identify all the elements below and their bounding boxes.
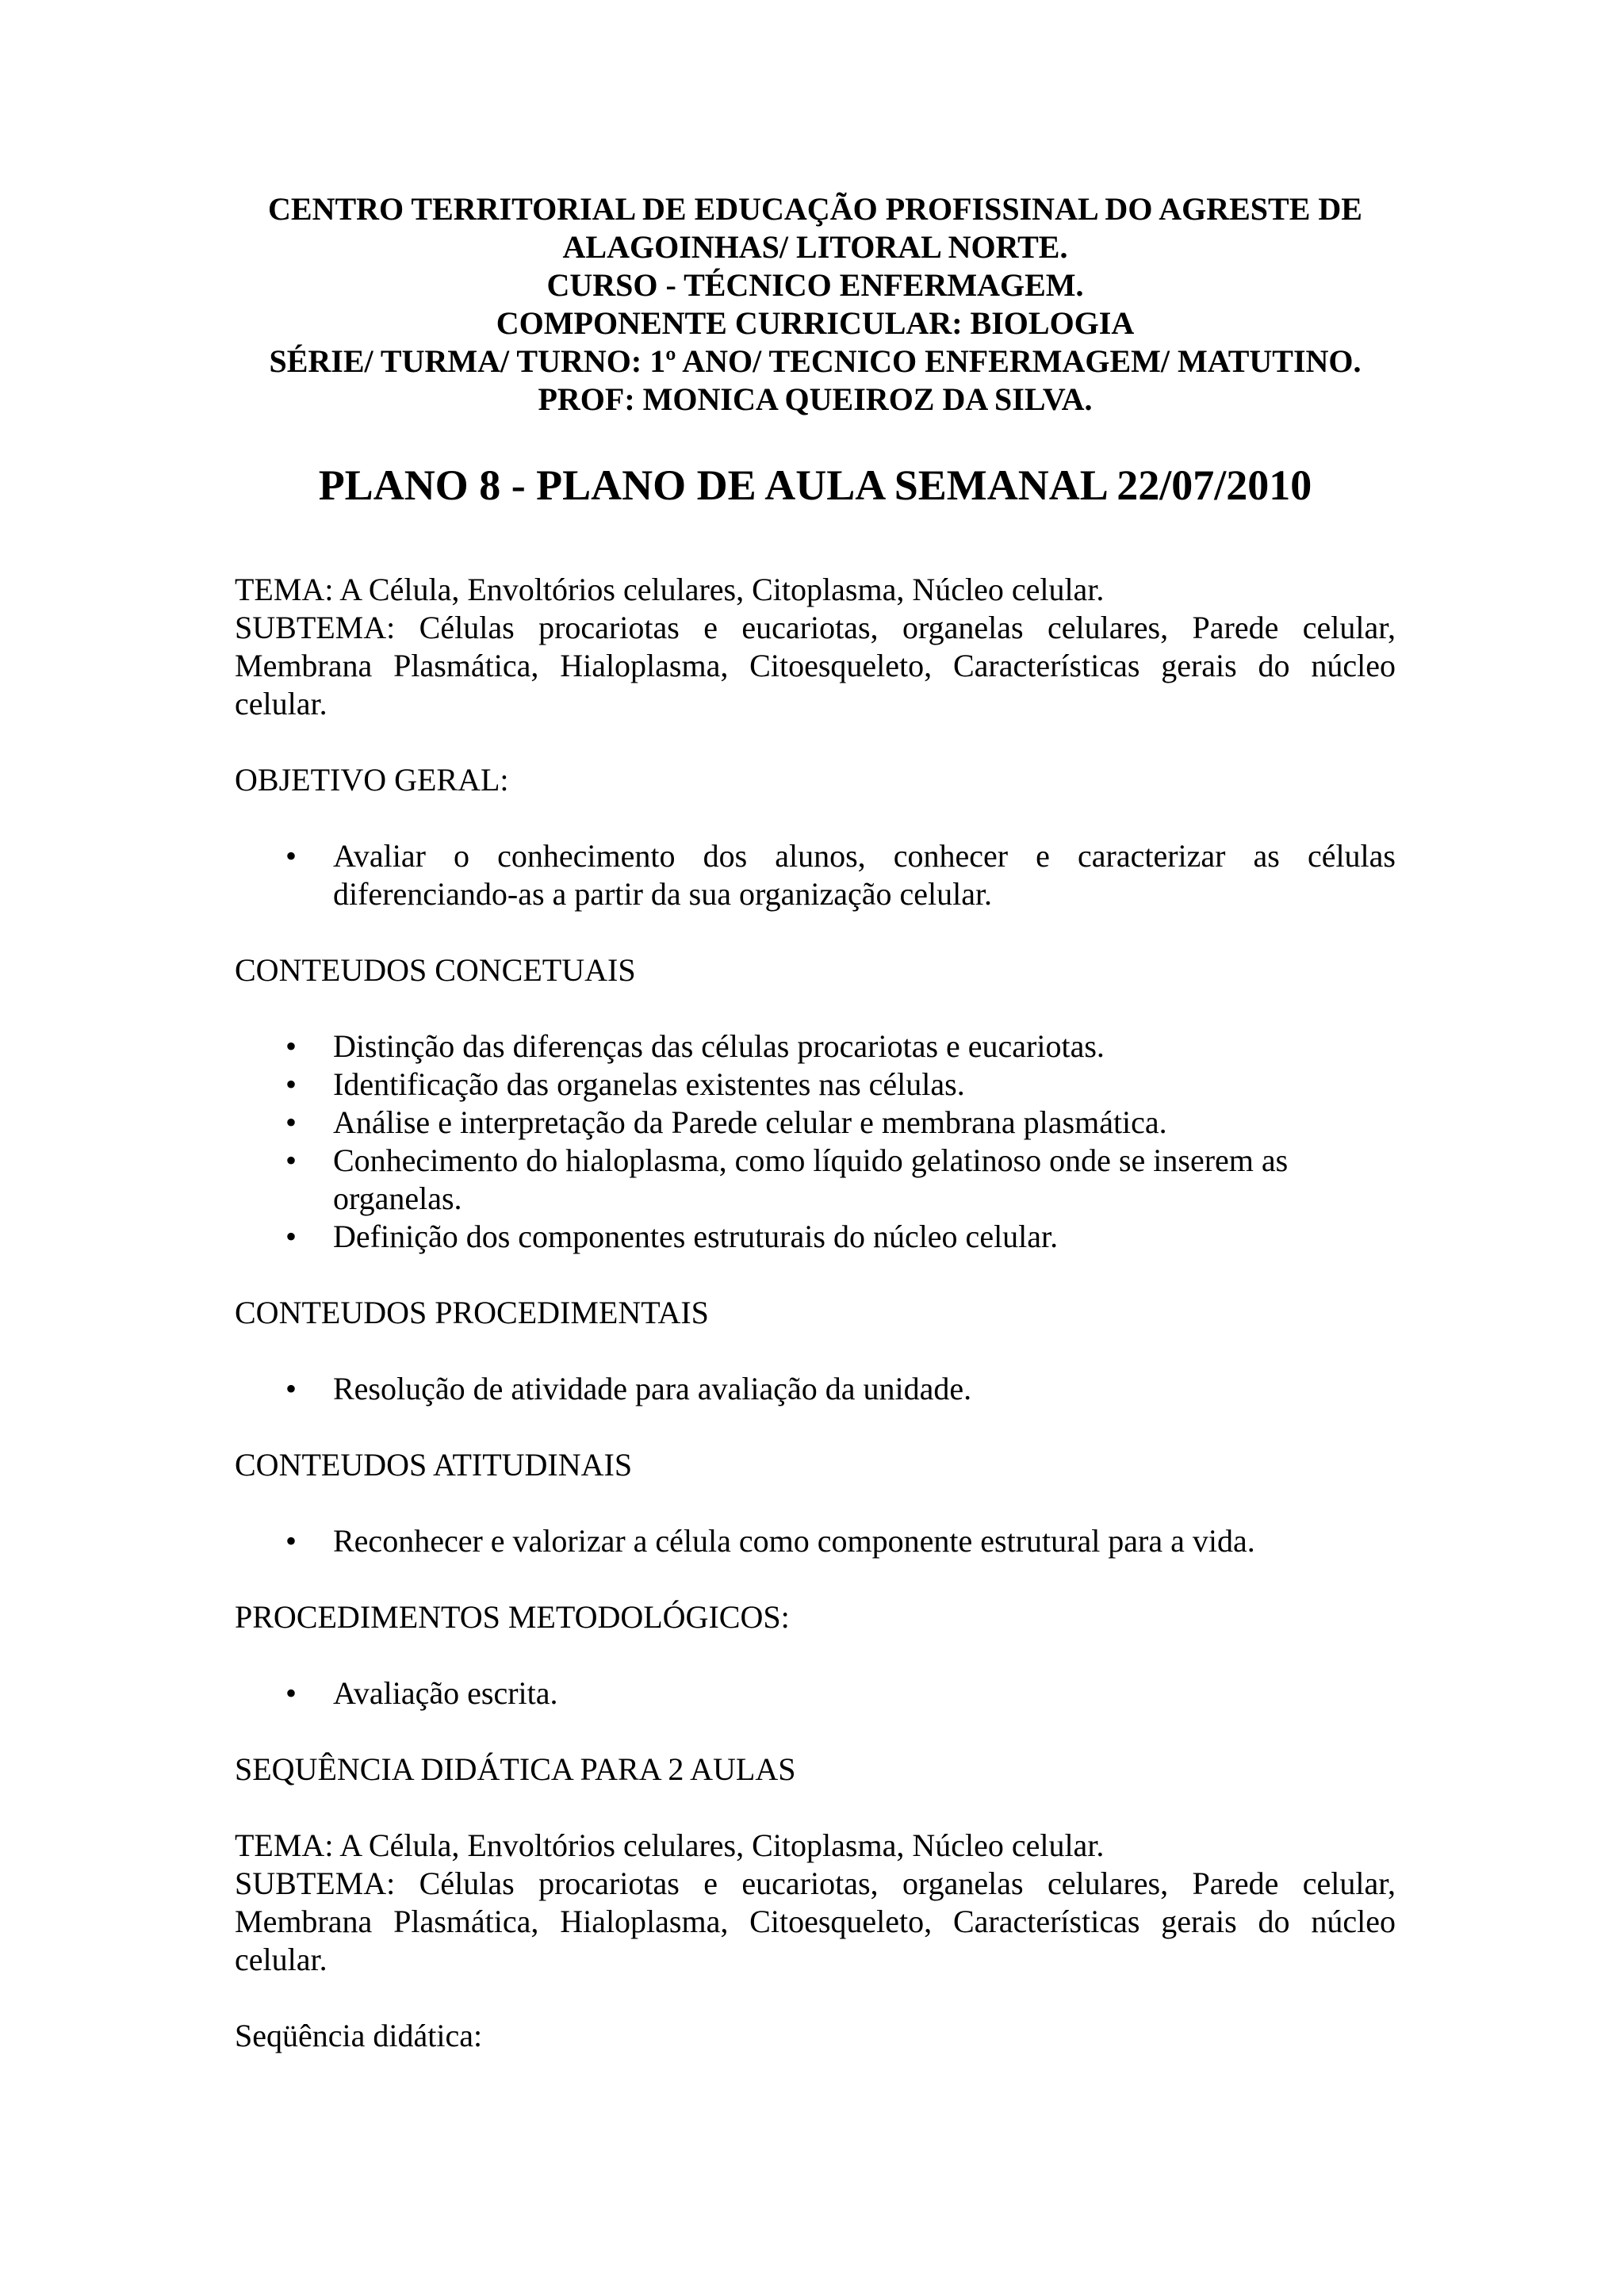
document-header (235, 190, 1396, 419)
bullet-icon: • (285, 1104, 297, 1140)
bullet-icon: • (285, 838, 297, 874)
plan-title: PLANO 8 - PLANO DE AULA SEMANAL 22/07/2010 (318, 461, 1312, 509)
list-item (235, 1027, 1396, 1066)
list-item-text: Distinção das diferenças das células procariotas e eucariotas. (333, 1028, 1105, 1064)
objetivo-geral-heading: OBJETIVO GERAL: (235, 762, 509, 798)
tema-text: TEMA: A Célula, Envoltórios celulares, Citoplasma, Núcleo celular. (235, 1827, 1105, 1863)
header-line: CENTRO TERRITORIAL DE EDUCAÇÃO PROFISSINAL DO AGRESTE DE (268, 191, 1362, 227)
list-item-text: Avaliar o conhecimento dos alunos, conhecer e caracterizar as células diferenciando-as a partir da sua organização celular. (333, 838, 1396, 912)
header-line: ALAGOINHAS/ LITORAL NORTE. (562, 229, 1068, 265)
list-item (235, 1066, 1396, 1104)
list-item-text: Identificação das organelas existentes nas células. (333, 1066, 965, 1102)
header-line: SÉRIE/ TURMA/ TURNO: 1º ANO/ TECNICO ENFERMAGEM/ MATUTINO. (269, 343, 1362, 379)
conteudos-procedimentais-list (235, 1370, 1396, 1408)
procedimentos-metodologicos-list (235, 1674, 1396, 1712)
document-body (235, 571, 1396, 2055)
tema-text: TEMA: A Célula, Envoltórios celulares, Citoplasma, Núcleo celular. (235, 572, 1105, 607)
list-item (235, 1142, 1396, 1218)
bullet-icon: • (285, 1675, 297, 1711)
conteudos-atitudinais-list (235, 1522, 1396, 1560)
conteudos-procedimentais-heading: CONTEUDOS PROCEDIMENTAIS (235, 1295, 709, 1330)
subtema-text: SUBTEMA: Células procariotas e eucariotas, organelas celulares, Parede celular, Membrana Plasmática, Hialoplasma, Citoesqueleto, Características gerais do núcleo celular. (235, 610, 1396, 721)
bullet-icon: • (285, 1523, 297, 1559)
list-item-text: Resolução de atividade para avaliação da unidade. (333, 1371, 972, 1406)
header-line: CURSO - TÉCNICO ENFERMAGEM. (546, 267, 1084, 303)
list-item-text: Avaliação escrita. (333, 1675, 558, 1711)
list-item-text: Análise e interpretação da Parede celular e membrana plasmática. (333, 1104, 1167, 1140)
conteudos-conceituais-list (235, 1027, 1396, 1256)
bullet-icon: • (285, 1371, 297, 1406)
subtema-text: SUBTEMA: Células procariotas e eucariotas, organelas celulares, Parede celular, Membrana Plasmática, Hialoplasma, Citoesqueleto, Características gerais do núcleo celular. (235, 1866, 1396, 1977)
list-item (235, 1218, 1396, 1256)
procedimentos-metodologicos-heading: PROCEDIMENTOS METODOLÓGICOS: (235, 1599, 790, 1635)
header-line: COMPONENTE CURRICULAR: BIOLOGIA (496, 305, 1135, 341)
list-item (235, 1674, 1396, 1712)
sequencia-didatica-label: Seqüência didática: (235, 2018, 483, 2053)
list-item (235, 1104, 1396, 1142)
list-item-text: Definição dos componentes estruturais do núcleo celular. (333, 1219, 1059, 1254)
bullet-icon: • (285, 1066, 297, 1102)
list-item-text: Reconhecer e valorizar a célula como componente estrutural para a vida. (333, 1523, 1255, 1559)
list-item (235, 1370, 1396, 1408)
header-line: PROF: MONICA QUEIROZ DA SILVA. (538, 381, 1093, 417)
conteudos-atitudinais-heading: CONTEUDOS ATITUDINAIS (235, 1447, 633, 1483)
document-page (235, 190, 1396, 2055)
bullet-icon: • (285, 1028, 297, 1064)
list-item (235, 1522, 1396, 1560)
bullet-icon: • (285, 1142, 297, 1178)
sequencia-didatica-heading: SEQUÊNCIA DIDÁTICA PARA 2 AULAS (235, 1751, 796, 1787)
list-item-text: Conhecimento do hialoplasma, como líquido gelatinoso onde se inserem as organelas. (333, 1142, 1289, 1216)
bullet-icon: • (285, 1219, 297, 1254)
conteudos-conceituais-heading: CONTEUDOS CONCETUAIS (235, 952, 636, 988)
objetivo-geral-list (235, 837, 1396, 913)
list-item (235, 837, 1396, 913)
